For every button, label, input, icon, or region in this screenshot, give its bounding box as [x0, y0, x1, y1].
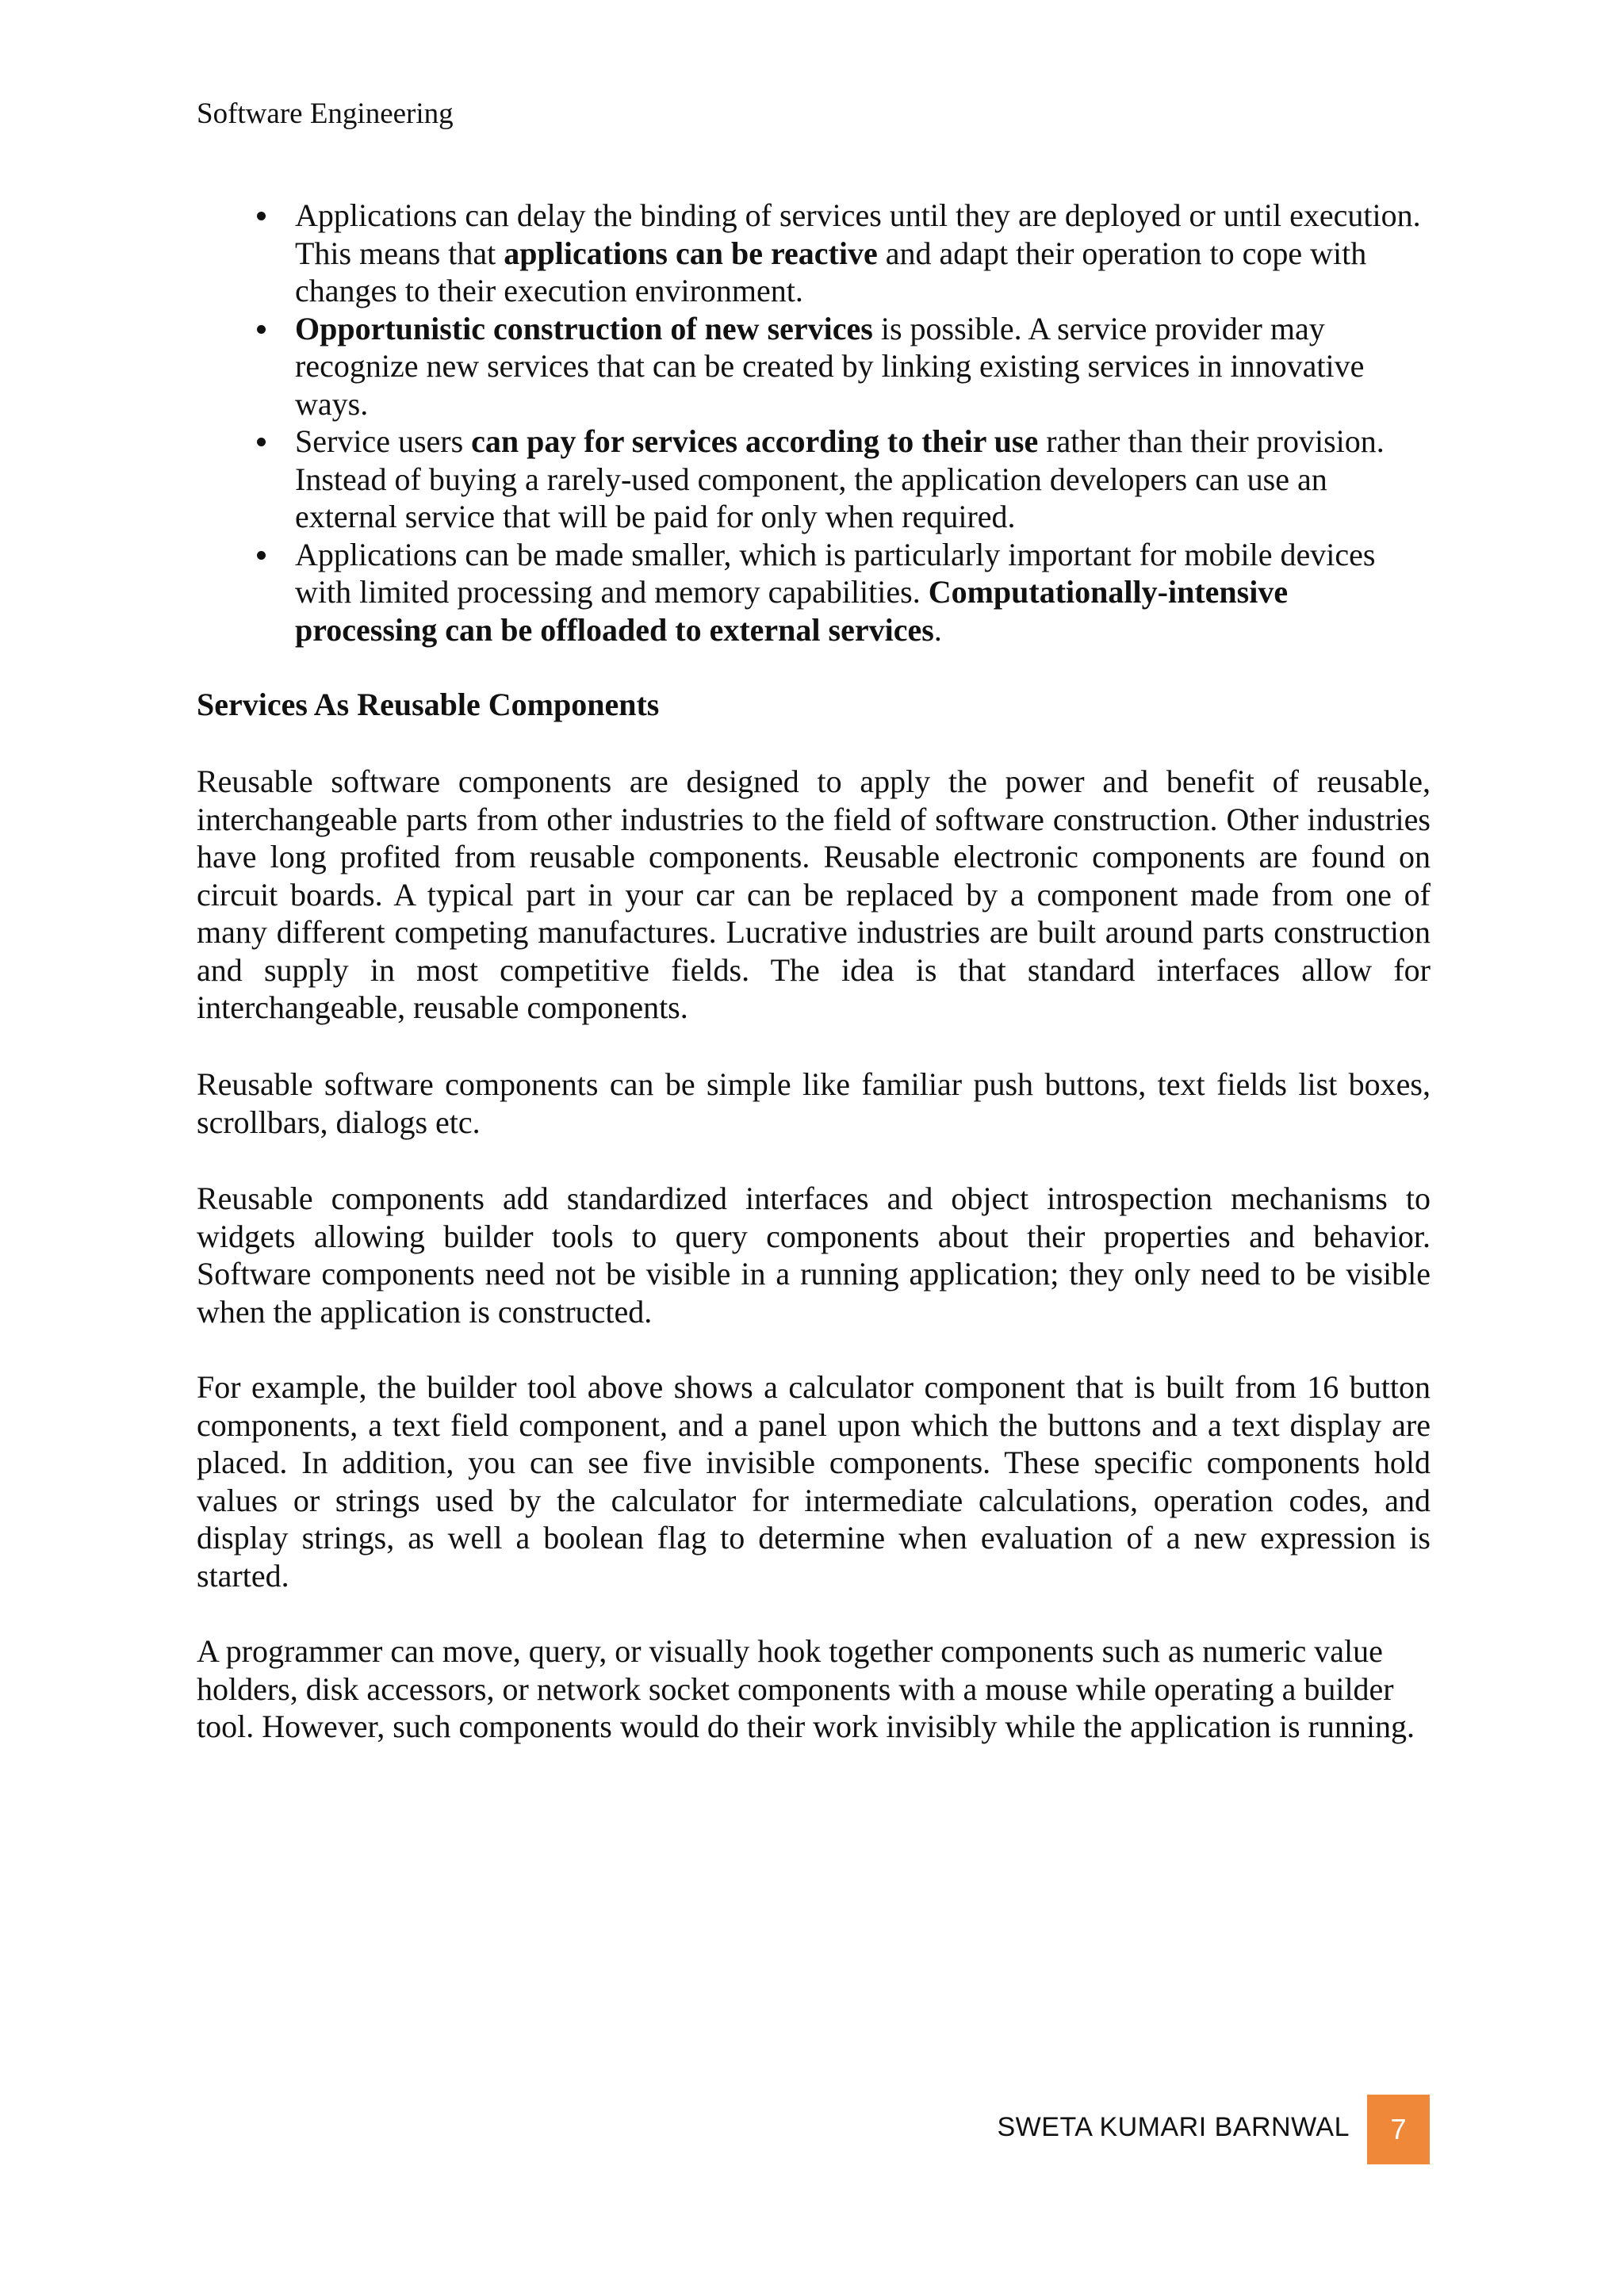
paragraph-simple-components: Reusable software components can be simple like familiar push buttons, text fields list boxes, scrollbars, dialogs etc.	[197, 1066, 1431, 1140]
list-item	[295, 310, 1431, 423]
page-number-badge: 7	[1367, 2095, 1430, 2164]
bullet-emphasis: can pay for services according to their use	[471, 423, 1039, 459]
bullet-text: and adapt their operation to cope with changes to their execution environment.	[295, 235, 1367, 308]
paragraph-programmer: A programmer can move, query, or visually hook together components such as numeric value holders, disk accessors, or network socket components with a mouse while operating a builder tool. However, such components would do their work invisibly while the application is running.	[197, 1633, 1415, 1744]
bullet-text: .	[933, 611, 942, 648]
bullet-text: is possible. A service provider may recognize new services that can be created by linking existing services in innovative ways.	[295, 310, 1365, 422]
page-header-title: Software Engineering	[197, 98, 454, 130]
bullet-text: Applications can be made smaller, which is particularly important for mobile devices with limited processing and memory capabilities.	[295, 536, 1376, 610]
bullet-emphasis: Opportunistic construction of new services	[295, 310, 873, 346]
section-heading: Services As Reusable Components	[197, 687, 660, 722]
bullet-dot-icon	[257, 212, 266, 220]
footer-author: SWETA KUMARI BARNWAL	[997, 2112, 1350, 2142]
paragraph-calculator-example: For example, the builder tool above shows a calculator component that is built from 16 button components, a text field component, and a panel upon which the buttons and a text display are placed. In addition, you can see five invisible components. These specific components hold values or strings used by the calculator for intermediate calculations, operation codes, and display strings, as well a boolean flag to determine when evaluation of a new expression is started.	[197, 1369, 1431, 1594]
bullet-text: rather than their provision. Instead of buying a rarely-used component, the application developers can use an external service that will be paid for only when required.	[295, 423, 1385, 534]
bullet-list	[295, 197, 1431, 649]
paragraph-introspection: Reusable components add standardized interfaces and object introspection mechanisms to widgets allowing builder tools to query components about their properties and behavior. Software components need not be visible in a running application; they only need to be visible when the application is constructed.	[197, 1181, 1431, 1330]
bullet-dot-icon	[257, 551, 266, 560]
list-item	[295, 423, 1431, 536]
bullet-text: Service users	[295, 423, 472, 459]
bullet-emphasis: applications can be reactive	[504, 235, 878, 271]
bullet-emphasis: Computationally-intensive processing can be offloaded to external services	[295, 574, 1289, 648]
bullet-dot-icon	[257, 325, 266, 334]
bullet-dot-icon	[257, 438, 266, 446]
list-item	[295, 197, 1431, 310]
paragraph-reusable-intro: Reusable software components are designed to apply the power and benefit of reusable, interchangeable parts from other industries to the field of software construction. Other industries have long profited from reusable components. Reusable electronic components are found on circuit boards. A typical part in your car can be replaced by a component made from one of many different competing manufactures. Lucrative industries are built around parts construction and supply in most competitive fields. The idea is that standard interfaces allow for interchangeable, reusable components.	[197, 763, 1431, 1025]
list-item	[295, 536, 1431, 649]
bullet-text: Applications can delay the binding of services until they are deployed or until execution. This means that	[295, 197, 1421, 271]
